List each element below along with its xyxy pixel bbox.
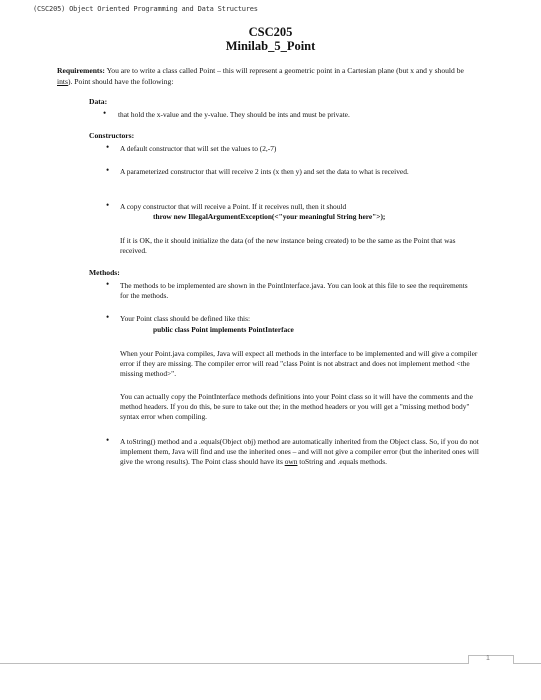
class-definition-item: Your Point class should be defined like this: xyxy=(120,314,251,323)
lab-title: Minilab_5_Point xyxy=(225,39,316,53)
bullet-icon: • xyxy=(106,279,110,289)
bullet-icon: • xyxy=(103,108,107,118)
bullet-icon: • xyxy=(106,165,110,175)
bullet-icon: • xyxy=(106,435,110,445)
constructors-heading: Constructors: xyxy=(89,131,135,140)
requirements-text: You are to write a class called Point – this will represent a geometric point in a Cartesian plane (but x and y should be xyxy=(104,66,464,75)
data-item: that hold the x-value and the y-value. They should be ints and must be private. xyxy=(118,110,350,119)
constructor-default: A default constructor that will set the values to (2,-7) xyxy=(120,144,277,153)
constructor-copy: A copy constructor that will receive a Point. If it receives null, then it should xyxy=(120,202,347,211)
methods-heading: Methods: xyxy=(89,268,120,277)
page-number-tab xyxy=(468,655,514,664)
tostring-text-b: toString and .equals methods. xyxy=(297,457,387,467)
data-heading: Data: xyxy=(89,97,108,106)
requirements-ints: ints xyxy=(57,76,68,86)
exception-code: throw new IllegalArgumentException(<"your meaningful String here">); xyxy=(153,212,386,221)
course-title: CSC205 xyxy=(248,25,293,39)
class-declaration-code: public class Point implements PointInterface xyxy=(153,325,294,334)
bullet-icon: • xyxy=(106,142,110,152)
methods-interface-item: The methods to be implemented are shown in the PointInterface.java. You can look at this file to see the requirements for the methods. xyxy=(120,281,468,301)
compile-note: When your Point.java compiles, Java will expect all methods in the interface to be implemented and will give a compiler error if they are missing. The compiler error will read "class Point is not abstract and does not implement method <the missing method>". xyxy=(120,349,478,379)
footer-rule xyxy=(0,663,541,664)
constructor-parameterized: A parameterized constructor that will receive 2 ints (x then y) and set the data to what is received. xyxy=(120,167,409,176)
document-header: (CSC205) Object Oriented Programming and Data Structures xyxy=(33,5,258,13)
bullet-icon: • xyxy=(106,312,110,322)
requirements-end: ). Point should have the following: xyxy=(67,76,174,86)
copy-constructor-note: If it is OK, the it should initialize the data (of the new instance being created) to be the same as the Point that was received. xyxy=(120,236,456,256)
tostring-equals-item xyxy=(120,437,480,468)
requirements-label: Requirements: xyxy=(57,66,105,75)
copy-interface-note: You can actually copy the PointInterface methods definitions into your Point class so it will have the comments and the method headers. If you do this, be sure to take out the; in the method headers or you will get a "missing method body" syntax error when compiling. xyxy=(120,392,473,422)
tostring-text-a: A toString() method and a .equals(Object obj) method are automatically inherited from the Object class. So, if you do not implement them, Java will find and use the inherited ones – and will not give a compiler error (but the inherited ones will give the wrong results). The Point class should have its xyxy=(120,437,479,467)
requirements-paragraph xyxy=(57,66,477,87)
bullet-icon: • xyxy=(106,200,110,210)
tostring-own: own xyxy=(284,457,298,467)
page-number: 1 xyxy=(486,655,490,662)
